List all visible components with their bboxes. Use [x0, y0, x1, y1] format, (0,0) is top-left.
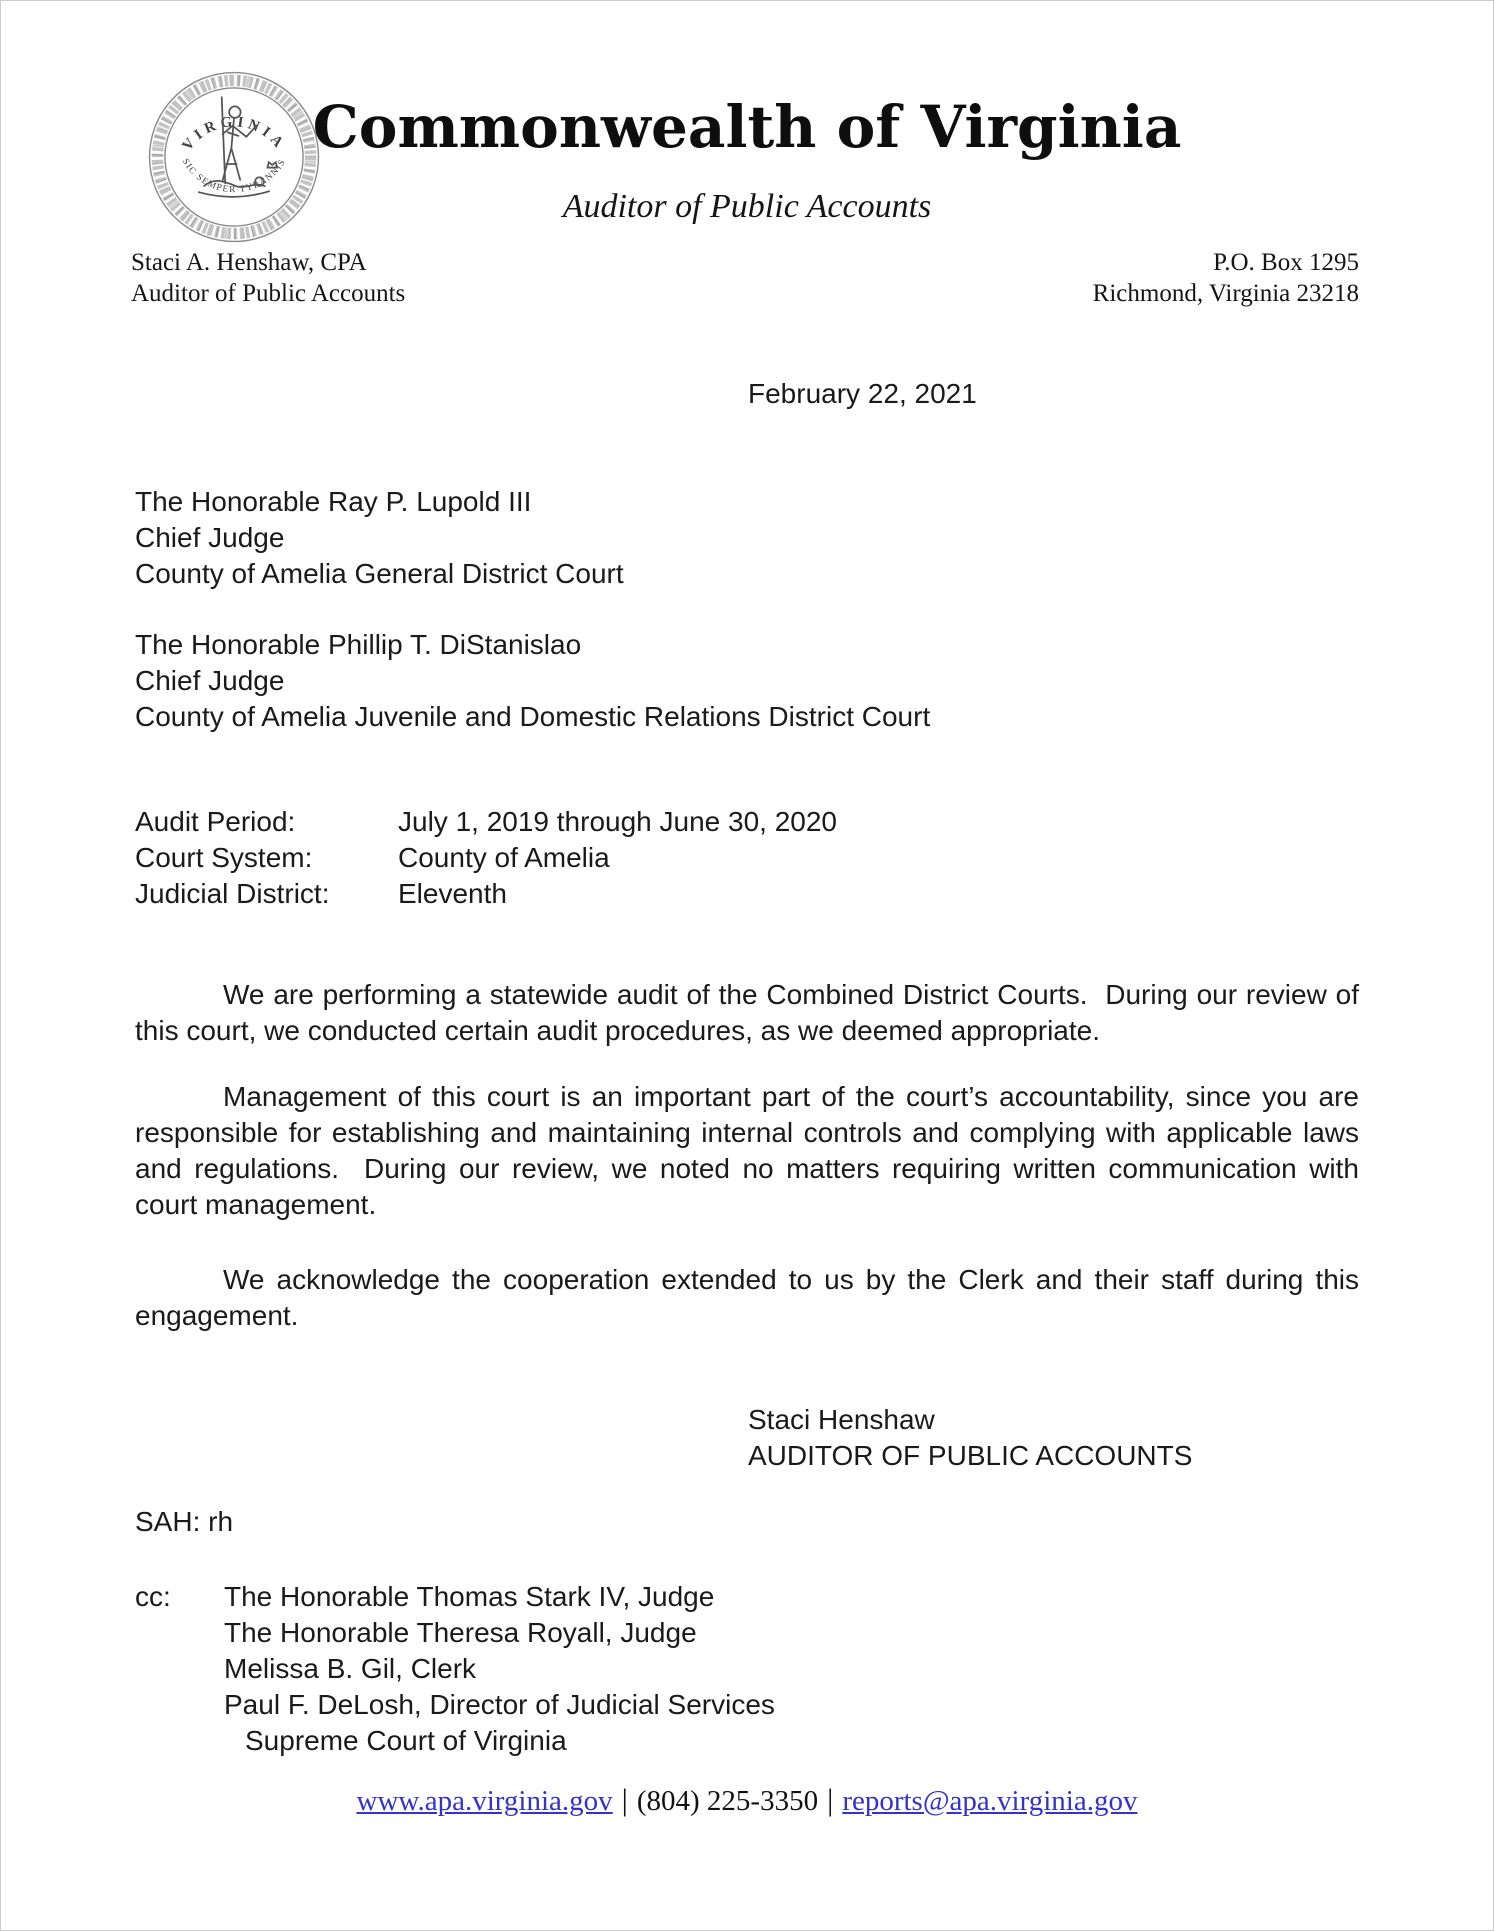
audit-info-row	[135, 840, 1359, 876]
cc-label: cc:	[135, 1581, 171, 1612]
audit-info-row	[135, 804, 1359, 840]
recipient-court: County of Amelia General District Court	[135, 558, 624, 589]
audit-period-value: July 1, 2019 through June 30, 2020	[398, 806, 838, 837]
footer-separator: |	[827, 1782, 834, 1817]
recipient-court: County of Amelia Juvenile and Domestic Relations District Court	[135, 701, 931, 732]
audit-info-table	[135, 804, 1359, 912]
mailing-address-block	[1093, 247, 1359, 309]
audit-info-row	[135, 876, 1359, 912]
body-paragraph-3: We acknowledge the cooperation extended to us by the Clerk and their staff during this engagement.	[135, 1264, 1367, 1331]
official-name: Staci A. Henshaw, CPA	[131, 249, 367, 276]
letter-date: February 22, 2021	[748, 378, 977, 409]
cc-name: Melissa B. Gil, Clerk	[224, 1653, 477, 1684]
recipient-block-1	[135, 484, 1359, 592]
signer-name: Staci Henshaw	[748, 1404, 935, 1435]
letterhead-subtitle: Auditor of Public Accounts	[562, 188, 932, 225]
seal-bottom-text: SIC SEMPER TYRANNIS	[180, 156, 288, 195]
footer-separator: |	[621, 1782, 628, 1817]
letterhead-title: Commonwealth of Virginia	[312, 93, 1182, 161]
phone-number: (804) 225-3350	[636, 1785, 819, 1817]
email-link[interactable]: reports@apa.virginia.gov	[842, 1785, 1138, 1817]
cc-name: The Honorable Thomas Stark IV, Judge	[224, 1581, 715, 1612]
signature-block	[748, 1402, 1192, 1474]
address-line-2: Richmond, Virginia 23218	[1092, 280, 1359, 307]
cc-name-list	[224, 1579, 775, 1759]
body-paragraph-1: We are performing a statewide audit of the Combined District Courts. During our review of this court, we conducted certain audit procedures, as we deemed appropriate.	[135, 979, 1367, 1046]
court-system-value: County of Amelia	[398, 842, 610, 873]
cc-name: Paul F. DeLosh, Director of Judicial Services	[224, 1689, 775, 1720]
cc-name-indented: Supreme Court of Virginia	[245, 1725, 567, 1756]
official-info-block	[131, 247, 405, 309]
footer-contact	[135, 1780, 1359, 1821]
seal-top-text: VIRGINIA	[179, 114, 289, 154]
recipient-title: Chief Judge	[135, 522, 285, 553]
recipient-name: The Honorable Ray P. Lupold III	[135, 486, 532, 517]
reference-initials: SAH: rh	[135, 1506, 234, 1537]
court-system-label: Court System:	[135, 842, 313, 873]
body-paragraph-2: Management of this court is an important part of the court’s accountability, since you are responsible for establishing and maintaining internal controls and complying with applicable laws and regulations. During our review, we noted no matters requiring written communication with court management.	[135, 1081, 1367, 1220]
audit-period-label: Audit Period:	[135, 806, 296, 837]
website-link[interactable]: www.apa.virginia.gov	[356, 1785, 613, 1817]
judicial-district-value: Eleventh	[398, 878, 507, 909]
recipient-block-2	[135, 627, 1359, 735]
official-title: Auditor of Public Accounts	[131, 280, 406, 307]
signer-title: AUDITOR OF PUBLIC ACCOUNTS	[748, 1440, 1193, 1471]
address-line-1: P.O. Box 1295	[1213, 249, 1359, 276]
recipient-title: Chief Judge	[135, 665, 285, 696]
judicial-district-label: Judicial District:	[135, 878, 330, 909]
recipient-name: The Honorable Phillip T. DiStanislao	[135, 629, 582, 660]
cc-name: The Honorable Theresa Royall, Judge	[224, 1617, 697, 1648]
cc-block	[135, 1579, 1359, 1759]
